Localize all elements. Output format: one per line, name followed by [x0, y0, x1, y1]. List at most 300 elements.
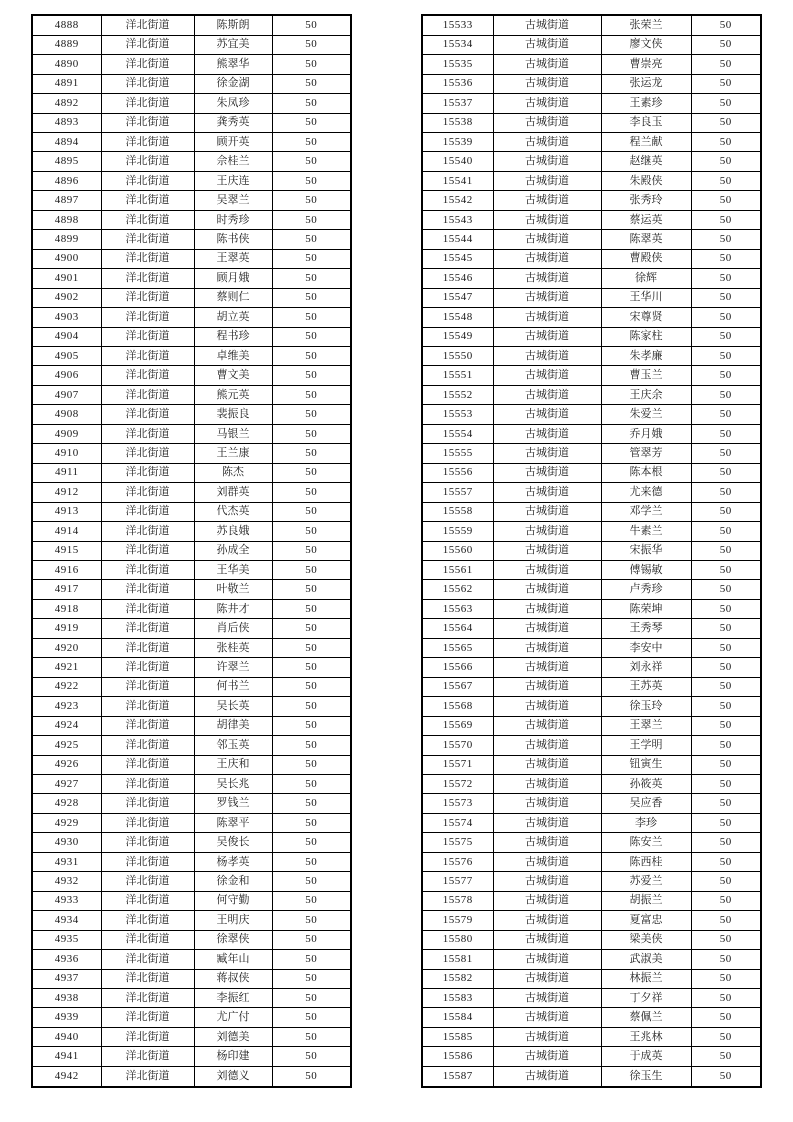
cell-amt: 50: [691, 930, 761, 949]
table-row: [32, 833, 351, 852]
cell-amt: 50: [272, 599, 351, 618]
cell-id: 15537: [422, 94, 493, 113]
table-row: [422, 794, 761, 813]
table-row: [422, 950, 761, 969]
cell-street: 古城街道: [493, 988, 601, 1007]
table-row: [422, 852, 761, 871]
table-row: [32, 327, 351, 346]
cell-name: 裴振良: [194, 405, 272, 424]
cell-street: 洋北街道: [101, 502, 194, 521]
cell-street: 洋北街道: [101, 249, 194, 268]
cell-name: 夏富忠: [601, 911, 691, 930]
table-row: [32, 444, 351, 463]
cell-id: 4902: [32, 288, 101, 307]
table-row: [422, 444, 761, 463]
cell-name: 佘桂兰: [194, 152, 272, 171]
cell-id: 4898: [32, 210, 101, 229]
cell-id: 4916: [32, 561, 101, 580]
cell-street: 古城街道: [493, 152, 601, 171]
cell-id: 4910: [32, 444, 101, 463]
cell-street: 洋北街道: [101, 94, 194, 113]
cell-name: 胡律美: [194, 716, 272, 735]
cell-street: 洋北街道: [101, 911, 194, 930]
table-row: [422, 580, 761, 599]
table-row: [32, 288, 351, 307]
cell-name: 苏爱兰: [601, 872, 691, 891]
table-row: [32, 522, 351, 541]
cell-id: 4939: [32, 1008, 101, 1027]
cell-street: 洋北街道: [101, 347, 194, 366]
cell-name: 王庆余: [601, 385, 691, 404]
cell-name: 杨印建: [194, 1047, 272, 1066]
cell-name: 蔡则仁: [194, 288, 272, 307]
cell-street: 洋北街道: [101, 755, 194, 774]
table-row: [422, 405, 761, 424]
cell-id: 4935: [32, 930, 101, 949]
cell-id: 15540: [422, 152, 493, 171]
cell-name: 王秀琴: [601, 619, 691, 638]
cell-street: 古城街道: [493, 113, 601, 132]
cell-amt: 50: [691, 191, 761, 210]
cell-id: 15542: [422, 191, 493, 210]
cell-amt: 50: [272, 950, 351, 969]
cell-id: 4940: [32, 1027, 101, 1046]
cell-street: 洋北街道: [101, 697, 194, 716]
cell-id: 15565: [422, 638, 493, 657]
cell-name: 熊翠华: [194, 55, 272, 74]
cell-name: 朱孝廉: [601, 347, 691, 366]
cell-street: 古城街道: [493, 1027, 601, 1046]
table-row: [422, 210, 761, 229]
cell-id: 15582: [422, 969, 493, 988]
cell-name: 王素珍: [601, 94, 691, 113]
cell-amt: 50: [272, 171, 351, 190]
cell-amt: 50: [272, 911, 351, 930]
cell-amt: 50: [272, 716, 351, 735]
cell-name: 杨孝英: [194, 852, 272, 871]
cell-amt: 50: [691, 969, 761, 988]
table-row: [32, 191, 351, 210]
cell-id: 15560: [422, 541, 493, 560]
cell-street: 古城街道: [493, 872, 601, 891]
table-row: [32, 347, 351, 366]
cell-id: 4942: [32, 1066, 101, 1087]
cell-street: 洋北街道: [101, 35, 194, 54]
table-row: [32, 969, 351, 988]
cell-id: 4931: [32, 852, 101, 871]
cell-amt: 50: [272, 522, 351, 541]
cell-street: 古城街道: [493, 405, 601, 424]
cell-amt: 50: [272, 658, 351, 677]
cell-id: 4905: [32, 347, 101, 366]
cell-name: 王明庆: [194, 911, 272, 930]
cell-street: 洋北街道: [101, 74, 194, 93]
table-row: [422, 35, 761, 54]
cell-street: 古城街道: [493, 794, 601, 813]
cell-name: 徐玉生: [601, 1066, 691, 1087]
table-row: [32, 911, 351, 930]
cell-name: 丁夕祥: [601, 988, 691, 1007]
cell-id: 4897: [32, 191, 101, 210]
table-row: [422, 424, 761, 443]
cell-name: 胡立英: [194, 308, 272, 327]
cell-id: 15554: [422, 424, 493, 443]
cell-street: 洋北街道: [101, 1047, 194, 1066]
table-row: [422, 638, 761, 657]
cell-amt: 50: [272, 755, 351, 774]
cell-street: 古城街道: [493, 269, 601, 288]
cell-id: 4914: [32, 522, 101, 541]
roster-table-right-body: [422, 15, 761, 1087]
cell-id: 15575: [422, 833, 493, 852]
cell-amt: 50: [691, 1066, 761, 1087]
cell-amt: 50: [272, 74, 351, 93]
table-row: [422, 774, 761, 793]
table-row: [32, 755, 351, 774]
cell-name: 王华美: [194, 561, 272, 580]
table-row: [32, 463, 351, 482]
cell-street: 洋北街道: [101, 55, 194, 74]
cell-street: 洋北街道: [101, 561, 194, 580]
table-row: [422, 755, 761, 774]
table-row: [422, 736, 761, 755]
cell-street: 洋北街道: [101, 405, 194, 424]
cell-street: 洋北街道: [101, 191, 194, 210]
cell-street: 古城街道: [493, 833, 601, 852]
cell-id: 4941: [32, 1047, 101, 1066]
cell-street: 古城街道: [493, 755, 601, 774]
cell-street: 古城街道: [493, 930, 601, 949]
cell-name: 曹文美: [194, 366, 272, 385]
cell-name: 臧年山: [194, 950, 272, 969]
cell-amt: 50: [691, 755, 761, 774]
cell-id: 4900: [32, 249, 101, 268]
table-row: [422, 911, 761, 930]
cell-street: 古城街道: [493, 424, 601, 443]
cell-street: 古城街道: [493, 599, 601, 618]
cell-id: 15539: [422, 133, 493, 152]
table-row: [32, 269, 351, 288]
cell-street: 古城街道: [493, 638, 601, 657]
cell-id: 4888: [32, 15, 101, 35]
table-row: [32, 697, 351, 716]
cell-street: 洋北街道: [101, 133, 194, 152]
table-row: [422, 171, 761, 190]
cell-street: 洋北街道: [101, 366, 194, 385]
cell-street: 古城街道: [493, 658, 601, 677]
table-row: [422, 1027, 761, 1046]
cell-amt: 50: [272, 230, 351, 249]
cell-street: 古城街道: [493, 716, 601, 735]
cell-street: 古城街道: [493, 813, 601, 832]
cell-amt: 50: [691, 288, 761, 307]
cell-name: 于成英: [601, 1047, 691, 1066]
cell-id: 4919: [32, 619, 101, 638]
cell-street: 洋北街道: [101, 541, 194, 560]
cell-street: 古城街道: [493, 969, 601, 988]
table-row: [422, 366, 761, 385]
cell-amt: 50: [272, 619, 351, 638]
cell-name: 何守勤: [194, 891, 272, 910]
cell-street: 古城街道: [493, 249, 601, 268]
table-row: [32, 677, 351, 696]
cell-street: 古城街道: [493, 1066, 601, 1087]
cell-amt: 50: [272, 191, 351, 210]
cell-id: 4892: [32, 94, 101, 113]
cell-street: 洋北街道: [101, 580, 194, 599]
cell-amt: 50: [691, 385, 761, 404]
cell-id: 4890: [32, 55, 101, 74]
cell-id: 15561: [422, 561, 493, 580]
cell-amt: 50: [691, 405, 761, 424]
cell-id: 15585: [422, 1027, 493, 1046]
cell-name: 宋振华: [601, 541, 691, 560]
cell-name: 赵继英: [601, 152, 691, 171]
table-row: [422, 813, 761, 832]
cell-name: 何书兰: [194, 677, 272, 696]
cell-amt: 50: [272, 327, 351, 346]
table-row: [32, 736, 351, 755]
cell-id: 4934: [32, 911, 101, 930]
cell-id: 4901: [32, 269, 101, 288]
cell-amt: 50: [272, 385, 351, 404]
table-row: [32, 133, 351, 152]
table-row: [32, 74, 351, 93]
table-row: [422, 133, 761, 152]
cell-amt: 50: [272, 152, 351, 171]
cell-amt: 50: [272, 502, 351, 521]
cell-id: 4933: [32, 891, 101, 910]
table-row: [422, 930, 761, 949]
cell-name: 管翠芳: [601, 444, 691, 463]
cell-name: 朱殿侠: [601, 171, 691, 190]
cell-street: 洋北街道: [101, 230, 194, 249]
cell-amt: 50: [691, 1008, 761, 1027]
cell-street: 洋北街道: [101, 794, 194, 813]
cell-id: 15549: [422, 327, 493, 346]
table-row: [422, 1008, 761, 1027]
cell-amt: 50: [272, 833, 351, 852]
cell-id: 4906: [32, 366, 101, 385]
table-row: [422, 716, 761, 735]
table-row: [422, 1047, 761, 1066]
table-row: [32, 716, 351, 735]
table-row: [422, 619, 761, 638]
cell-amt: 50: [272, 210, 351, 229]
cell-name: 陈书侠: [194, 230, 272, 249]
cell-id: 15559: [422, 522, 493, 541]
cell-amt: 50: [691, 872, 761, 891]
cell-amt: 50: [691, 230, 761, 249]
cell-name: 李良玉: [601, 113, 691, 132]
cell-id: 4891: [32, 74, 101, 93]
cell-id: 4925: [32, 736, 101, 755]
cell-name: 陈安兰: [601, 833, 691, 852]
cell-name: 刘德美: [194, 1027, 272, 1046]
cell-amt: 50: [691, 152, 761, 171]
cell-name: 王兆林: [601, 1027, 691, 1046]
cell-street: 洋北街道: [101, 891, 194, 910]
cell-id: 4912: [32, 483, 101, 502]
cell-street: 古城街道: [493, 171, 601, 190]
cell-id: 15580: [422, 930, 493, 949]
cell-amt: 50: [691, 541, 761, 560]
table-row: [32, 210, 351, 229]
cell-amt: 50: [691, 269, 761, 288]
cell-name: 李安中: [601, 638, 691, 657]
cell-amt: 50: [272, 813, 351, 832]
cell-name: 邻玉英: [194, 736, 272, 755]
table-row: [32, 308, 351, 327]
table-row: [32, 891, 351, 910]
table-row: [422, 94, 761, 113]
cell-street: 古城街道: [493, 366, 601, 385]
cell-id: 15563: [422, 599, 493, 618]
cell-street: 洋北街道: [101, 1066, 194, 1087]
cell-street: 古城街道: [493, 55, 601, 74]
cell-amt: 50: [272, 483, 351, 502]
cell-id: 15536: [422, 74, 493, 93]
table-row: [422, 55, 761, 74]
cell-name: 王庆连: [194, 171, 272, 190]
cell-id: 4907: [32, 385, 101, 404]
cell-name: 牛素兰: [601, 522, 691, 541]
cell-id: 4924: [32, 716, 101, 735]
cell-id: 15562: [422, 580, 493, 599]
cell-amt: 50: [691, 74, 761, 93]
cell-street: 古城街道: [493, 1047, 601, 1066]
cell-street: 古城街道: [493, 852, 601, 871]
cell-amt: 50: [691, 483, 761, 502]
cell-name: 刘永祥: [601, 658, 691, 677]
cell-street: 古城街道: [493, 950, 601, 969]
cell-name: 时秀珍: [194, 210, 272, 229]
roster-table-right: [421, 14, 762, 1088]
cell-amt: 50: [272, 1008, 351, 1027]
cell-street: 洋北街道: [101, 463, 194, 482]
cell-amt: 50: [691, 133, 761, 152]
cell-name: 肖后侠: [194, 619, 272, 638]
cell-id: 15570: [422, 736, 493, 755]
cell-amt: 50: [272, 308, 351, 327]
cell-id: 15581: [422, 950, 493, 969]
table-row: [32, 561, 351, 580]
cell-id: 4895: [32, 152, 101, 171]
table-row: [422, 191, 761, 210]
cell-street: 古城街道: [493, 911, 601, 930]
cell-id: 15571: [422, 755, 493, 774]
cell-street: 洋北街道: [101, 969, 194, 988]
cell-name: 王翠兰: [601, 716, 691, 735]
table-row: [32, 1008, 351, 1027]
cell-id: 15564: [422, 619, 493, 638]
cell-id: 4903: [32, 308, 101, 327]
cell-name: 吴长英: [194, 697, 272, 716]
cell-id: 15573: [422, 794, 493, 813]
cell-name: 陈井才: [194, 599, 272, 618]
cell-name: 叶敬兰: [194, 580, 272, 599]
table-row: [32, 950, 351, 969]
cell-street: 洋北街道: [101, 677, 194, 696]
cell-street: 洋北街道: [101, 15, 194, 35]
cell-street: 洋北街道: [101, 113, 194, 132]
cell-amt: 50: [272, 463, 351, 482]
table-row: [32, 171, 351, 190]
roster-table-left: [31, 14, 352, 1088]
cell-amt: 50: [272, 1027, 351, 1046]
cell-name: 曹殿侠: [601, 249, 691, 268]
cell-name: 徐辉: [601, 269, 691, 288]
cell-street: 古城街道: [493, 288, 601, 307]
cell-street: 洋北街道: [101, 385, 194, 404]
table-row: [422, 658, 761, 677]
table-row: [422, 347, 761, 366]
cell-id: 4899: [32, 230, 101, 249]
cell-street: 洋北街道: [101, 327, 194, 346]
cell-id: 4917: [32, 580, 101, 599]
cell-id: 15567: [422, 677, 493, 696]
cell-name: 曹崇亮: [601, 55, 691, 74]
table-row: [422, 249, 761, 268]
cell-street: 洋北街道: [101, 269, 194, 288]
table-row: [422, 74, 761, 93]
cell-amt: 50: [691, 424, 761, 443]
cell-name: 邓学兰: [601, 502, 691, 521]
cell-name: 吴俊长: [194, 833, 272, 852]
table-row: [422, 230, 761, 249]
cell-amt: 50: [272, 697, 351, 716]
cell-street: 古城街道: [493, 347, 601, 366]
cell-name: 徐玉玲: [601, 697, 691, 716]
cell-id: 15541: [422, 171, 493, 190]
table-row: [422, 522, 761, 541]
cell-name: 徐翠侠: [194, 930, 272, 949]
table-row: [422, 483, 761, 502]
table-row: [32, 502, 351, 521]
cell-street: 古城街道: [493, 677, 601, 696]
cell-amt: 50: [691, 35, 761, 54]
cell-amt: 50: [272, 249, 351, 268]
cell-amt: 50: [272, 405, 351, 424]
cell-amt: 50: [272, 55, 351, 74]
cell-id: 15553: [422, 405, 493, 424]
cell-street: 洋北街道: [101, 852, 194, 871]
cell-id: 15557: [422, 483, 493, 502]
cell-street: 洋北街道: [101, 1027, 194, 1046]
cell-street: 古城街道: [493, 133, 601, 152]
cell-amt: 50: [272, 288, 351, 307]
cell-street: 古城街道: [493, 94, 601, 113]
cell-id: 4929: [32, 813, 101, 832]
cell-id: 4894: [32, 133, 101, 152]
cell-name: 梁美侠: [601, 930, 691, 949]
table-row: [32, 580, 351, 599]
cell-street: 洋北街道: [101, 308, 194, 327]
cell-id: 4893: [32, 113, 101, 132]
cell-street: 古城街道: [493, 774, 601, 793]
cell-amt: 50: [272, 94, 351, 113]
cell-id: 4911: [32, 463, 101, 482]
cell-name: 卓维美: [194, 347, 272, 366]
table-row: [422, 833, 761, 852]
table-row: [32, 94, 351, 113]
cell-amt: 50: [691, 249, 761, 268]
cell-street: 古城街道: [493, 210, 601, 229]
table-row: [422, 872, 761, 891]
cell-name: 熊元英: [194, 385, 272, 404]
cell-name: 朱爱兰: [601, 405, 691, 424]
cell-name: 顾开英: [194, 133, 272, 152]
